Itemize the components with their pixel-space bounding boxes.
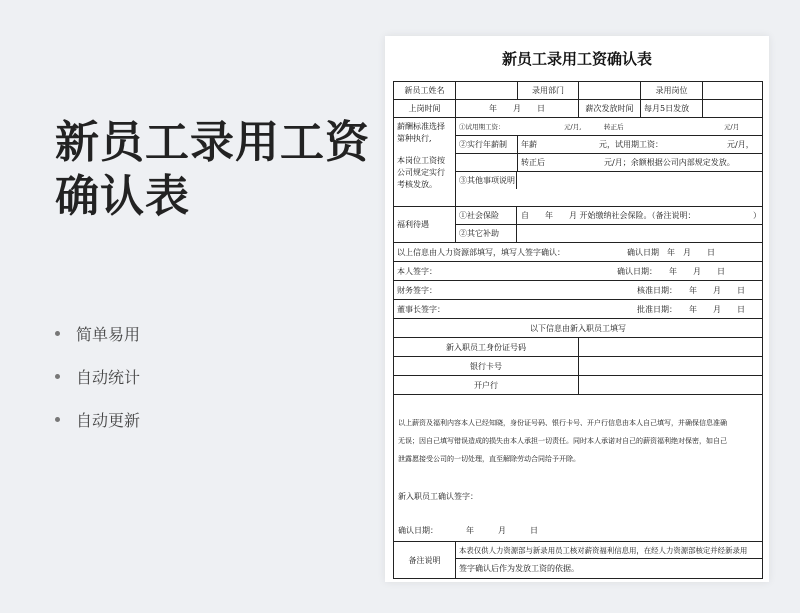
bank-card-label: 银行卡号 — [470, 361, 502, 371]
feature-label: 自动统计 — [76, 368, 141, 387]
document-title: 新员工录用工资确认表 — [501, 50, 652, 68]
finance-approve-date: 核准日期： 年 月 日 — [637, 285, 745, 295]
id-number-value[interactable] — [578, 338, 762, 356]
salary-note: 本岗位工资按公司规定实行考核发放。 — [397, 156, 445, 189]
regular-salary-label: 转正后 — [604, 123, 624, 131]
welfare-option-2 — [456, 225, 763, 242]
regular-salary-unit: 元/月 — [724, 123, 740, 131]
self-signature-label: 本人签字： — [397, 266, 437, 276]
social-insurance-note: 自 年 月 开始缴纳社会保险。（备注说明： — [521, 211, 696, 220]
salary-label-cell — [394, 118, 455, 206]
table-row — [394, 82, 762, 100]
pay-time-label: 薪次发放时间 — [578, 100, 640, 117]
welfare-block — [394, 207, 762, 243]
bank-branch-label: 开户行 — [474, 380, 498, 390]
name-label: 新员工姓名 — [404, 86, 445, 95]
declaration-line-1: 以上薪资及福利内容本人已经知晓，身份证号码、银行卡号、开户行信息由本人自己填写，并确保信息准确 — [398, 419, 727, 427]
feature-item — [55, 355, 140, 398]
annual-salary-label: 年薪 — [517, 136, 567, 153]
salary-option-2a — [456, 136, 763, 154]
annual-regular-label: 转正后 — [517, 154, 567, 171]
salary-option-2b — [456, 154, 763, 172]
self-confirm-date: 确认日期： 年 月 日 — [617, 266, 725, 276]
position-value[interactable] — [702, 82, 762, 99]
employee-signature-label: 新入职员工确认签字： — [398, 492, 478, 501]
annual-probation-unit: 元/月， — [727, 140, 754, 149]
feature-label: 自动更新 — [76, 411, 141, 430]
other-allowance-label: ②其它补助 — [456, 225, 517, 242]
feature-item — [55, 398, 140, 441]
start-date-value[interactable]: 年 月 日 — [455, 100, 578, 117]
department-value[interactable] — [578, 82, 640, 99]
table-row — [394, 281, 762, 300]
table-row — [394, 376, 762, 395]
table-row — [394, 262, 762, 281]
welfare-option-1 — [456, 207, 763, 225]
salary-option-3 — [456, 172, 763, 189]
pay-time-extra — [702, 100, 762, 117]
feature-label: 简单易用 — [76, 325, 141, 344]
employee-section-header: 以下信息由新入职员工填写 — [530, 323, 626, 333]
annual-blank — [456, 154, 517, 171]
hr-confirm-date: 确认日期 年 月 日 — [627, 247, 715, 257]
remark-row — [394, 542, 762, 579]
declaration-line-3: 泄露愿接受公司的一切处理，直至解除劳动合同给予开除。 — [398, 455, 580, 463]
pay-time-value: 每月5日发放 — [640, 100, 702, 117]
feature-list — [55, 312, 140, 441]
probation-salary-unit: 元/月, — [564, 123, 582, 131]
salary-standard-label: 薪酬标准选择第种执行, — [397, 122, 445, 143]
annual-salary-option: ②实行年薪制 — [459, 140, 507, 149]
promo-title — [55, 116, 370, 224]
chairman-signature-label: 董事长签字： — [397, 304, 445, 314]
bank-card-value[interactable] — [578, 357, 762, 375]
other-matters-label: ③其他事项说明 — [456, 172, 517, 189]
probation-salary-label: ①试用期工资： — [459, 123, 505, 131]
employee-confirm-date: 确认日期： 年 月 日 — [398, 526, 538, 535]
document-sheet — [385, 36, 769, 582]
bullet-dot-icon — [55, 374, 60, 379]
bullet-dot-icon — [55, 417, 60, 422]
remark-line-2: 签字确认后作为发放工资的依据。 — [459, 564, 579, 573]
salary-option-1 — [456, 118, 763, 136]
table-row — [394, 357, 762, 376]
declaration-block — [394, 395, 762, 542]
salary-form-table — [393, 81, 763, 579]
feature-item — [55, 312, 140, 355]
social-insurance-label: ①社会保险 — [456, 207, 517, 224]
id-number-label: 新入职员工身份证号码 — [446, 342, 526, 352]
position-label: 录用岗位 — [640, 82, 702, 99]
start-date-label: 上岗时间 — [408, 104, 441, 113]
welfare-options — [455, 207, 763, 242]
annual-probation-label: 元，试用期工资： — [599, 140, 663, 149]
table-row — [394, 243, 762, 262]
bank-branch-value[interactable] — [578, 376, 762, 394]
bullet-dot-icon — [55, 331, 60, 336]
table-row — [394, 319, 762, 338]
hr-signature-label: 以上信息由人力资源部填写，填写人签字确认： — [397, 247, 565, 257]
promo-title-line1: 新员工录用工资 — [55, 117, 370, 168]
salary-block — [394, 118, 762, 207]
welfare-label: 福利待遇 — [397, 220, 429, 229]
promo-title-line2: 确认表 — [55, 171, 190, 222]
chairman-approve-date: 批准日期： 年 月 日 — [637, 304, 745, 314]
table-row — [394, 300, 762, 319]
social-insurance-close: ） — [753, 211, 761, 220]
salary-options — [455, 118, 763, 206]
remark-content — [455, 542, 763, 578]
promo-panel — [0, 0, 385, 613]
name-value[interactable] — [455, 82, 517, 99]
remark-label: 备注说明 — [408, 555, 441, 565]
finance-signature-label: 财务签字： — [397, 285, 437, 295]
department-label: 录用部门 — [517, 82, 578, 99]
annual-regular-note: 元/月；余额根据公司内部规定发放。 — [604, 158, 735, 167]
table-row — [394, 338, 762, 357]
remark-line-1: 本表仅供人力资源部与新录用员工核对薪资福利信息用，在经人力资源部核定并经新录用 — [456, 542, 763, 559]
table-row — [394, 100, 762, 118]
declaration-line-2: 无误；因自己填写错误造成的损失由本人承担一切责任。同时本人承诺对自己的薪资福利绝对保密，如自己 — [398, 437, 727, 445]
